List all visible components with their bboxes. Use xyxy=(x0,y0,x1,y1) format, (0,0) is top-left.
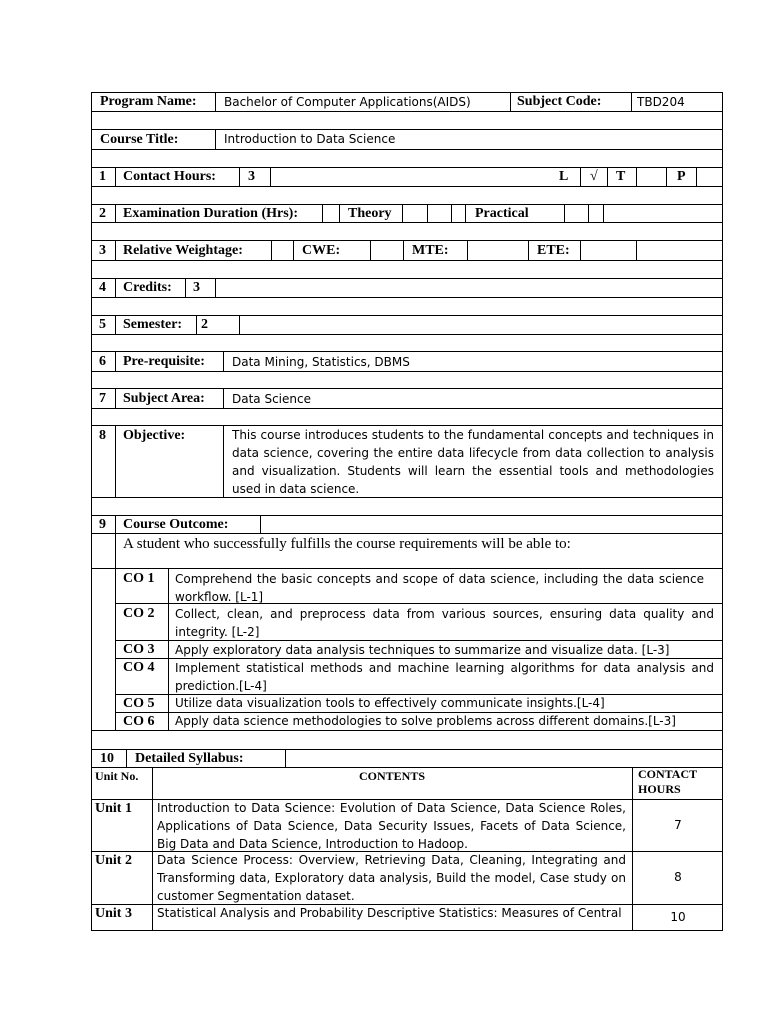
unit-label: Unit 3 xyxy=(95,906,132,921)
relative-weightage-label: Relative Weightage: xyxy=(123,243,243,258)
row-number: 4 xyxy=(99,280,106,295)
row-divider xyxy=(91,297,723,298)
co-code: CO 6 xyxy=(123,714,155,729)
row-number: 8 xyxy=(99,428,106,443)
theory-label: Theory xyxy=(348,206,392,221)
tutorial-label: T xyxy=(616,169,626,184)
contents-header: CONTENTS xyxy=(358,769,426,783)
row-divider xyxy=(91,186,723,187)
semester-value: 2 xyxy=(201,317,208,332)
row-number: 6 xyxy=(99,354,106,369)
co-code: CO 5 xyxy=(123,696,155,711)
row-divider xyxy=(91,408,723,409)
course-title-label: Course Title: xyxy=(100,132,179,147)
unit-content: Data Science Process: Overview, Retrieving Data, Cleaning, Integrating and Transforming data, Exploratory data analysis, Build the model, Case study on customer Segmentation dataset. xyxy=(157,853,626,903)
course-outcome-label: Course Outcome: xyxy=(123,517,229,532)
lecture-label: L xyxy=(559,169,569,184)
unit-content: Introduction to Data Science: Evolution of Data Science, Data Science Roles, Applications of Data Science, Data Security Issues, Facets of Data Science, Big Data and Data Science, Introduction to Hadoop. xyxy=(157,801,626,851)
objective-label: Objective: xyxy=(123,428,186,443)
row-divider xyxy=(91,260,723,261)
co-text: Apply exploratory data analysis techniques to summarize and visualize data. [L-3] xyxy=(175,643,670,657)
credits-label: Credits: xyxy=(123,280,172,295)
co-code: CO 4 xyxy=(123,660,155,675)
mte-label: MTE: xyxy=(412,243,449,258)
co-text: Comprehend the basic concepts and scope of data science, including the data science workflow. [L-1] xyxy=(175,572,704,604)
row-number: 5 xyxy=(99,317,106,332)
semester-label: Semester: xyxy=(123,317,183,332)
exam-duration-label: Examination Duration (Hrs): xyxy=(123,206,298,221)
unit-label: Unit 1 xyxy=(95,801,132,816)
row-number: 1 xyxy=(99,169,106,184)
unit-label: Unit 2 xyxy=(95,853,132,868)
course-title-value: Introduction to Data Science xyxy=(224,132,396,146)
co-text: Implement statistical methods and machine learning algorithms for data analysis and prediction.[L-4] xyxy=(175,661,714,693)
prerequisite-value: Data Mining, Statistics, DBMS xyxy=(232,355,410,369)
row-divider xyxy=(91,240,723,241)
unit-hours: 10 xyxy=(670,910,686,924)
detailed-syllabus-label: Detailed Syllabus: xyxy=(135,751,244,766)
row-divider xyxy=(91,334,723,335)
row-divider xyxy=(91,568,723,569)
practical-short-label: P xyxy=(677,169,686,184)
program-name-value: Bachelor of Computer Applications(AIDS) xyxy=(224,95,471,109)
objective-text: This course introduces students to the fundamental concepts and techniques in data science, covering the entire data lifecycle from data collection to analysis and visualization. Students will learn the essential tools and methodologies used in data science. xyxy=(232,428,714,496)
row-number: 7 xyxy=(99,391,106,406)
co-text: Collect, clean, and preprocess data from various sources, ensuring data quality and integrity. [L-2] xyxy=(175,607,714,639)
contact-hours-header: CONTACT HOURS xyxy=(638,767,697,796)
subject-code-label: Subject Code: xyxy=(517,94,602,109)
co-code: CO 1 xyxy=(123,571,155,586)
contact-hours-label: Contact Hours: xyxy=(123,169,216,184)
row-divider xyxy=(91,351,723,352)
row-number: 9 xyxy=(99,517,106,532)
co-text: Apply data science methodologies to solve problems across different domains.[L-3] xyxy=(175,714,676,728)
unit-content: Statistical Analysis and Probability Descriptive Statistics: Measures of Central xyxy=(157,906,622,920)
co-code: CO 3 xyxy=(123,642,155,657)
row-number: 10 xyxy=(100,751,114,766)
credits-value: 3 xyxy=(193,280,200,295)
row-divider xyxy=(91,111,723,112)
co-text: Utilize data visualization tools to effectively communicate insights.[L-4] xyxy=(175,696,605,710)
co-code: CO 2 xyxy=(123,606,155,621)
row-divider xyxy=(91,149,723,150)
contact-hours-value: 3 xyxy=(248,169,255,184)
row-divider xyxy=(91,388,723,389)
row-number: 2 xyxy=(99,206,106,221)
course-outcome-intro: A student who successfully fulfills the course requirements will be able to: xyxy=(123,536,571,552)
practical-label: Practical xyxy=(475,206,529,221)
row-divider xyxy=(91,371,723,372)
unit-no-header: Unit No. xyxy=(95,769,139,783)
ete-label: ETE: xyxy=(537,243,570,258)
cwe-label: CWE: xyxy=(302,243,341,258)
unit-hours: 7 xyxy=(674,818,682,832)
checkmark: √ xyxy=(590,169,598,184)
unit-hours: 8 xyxy=(674,870,682,884)
row-divider xyxy=(91,315,723,316)
subject-code-value: TBD204 xyxy=(637,95,685,109)
subject-area-value: Data Science xyxy=(232,392,311,406)
row-divider xyxy=(91,129,723,130)
row-number: 3 xyxy=(99,243,106,258)
row-divider xyxy=(91,730,723,731)
prerequisite-label: Pre-requisite: xyxy=(123,354,205,369)
subject-area-label: Subject Area: xyxy=(123,391,205,406)
program-name-label: Program Name: xyxy=(100,94,197,109)
